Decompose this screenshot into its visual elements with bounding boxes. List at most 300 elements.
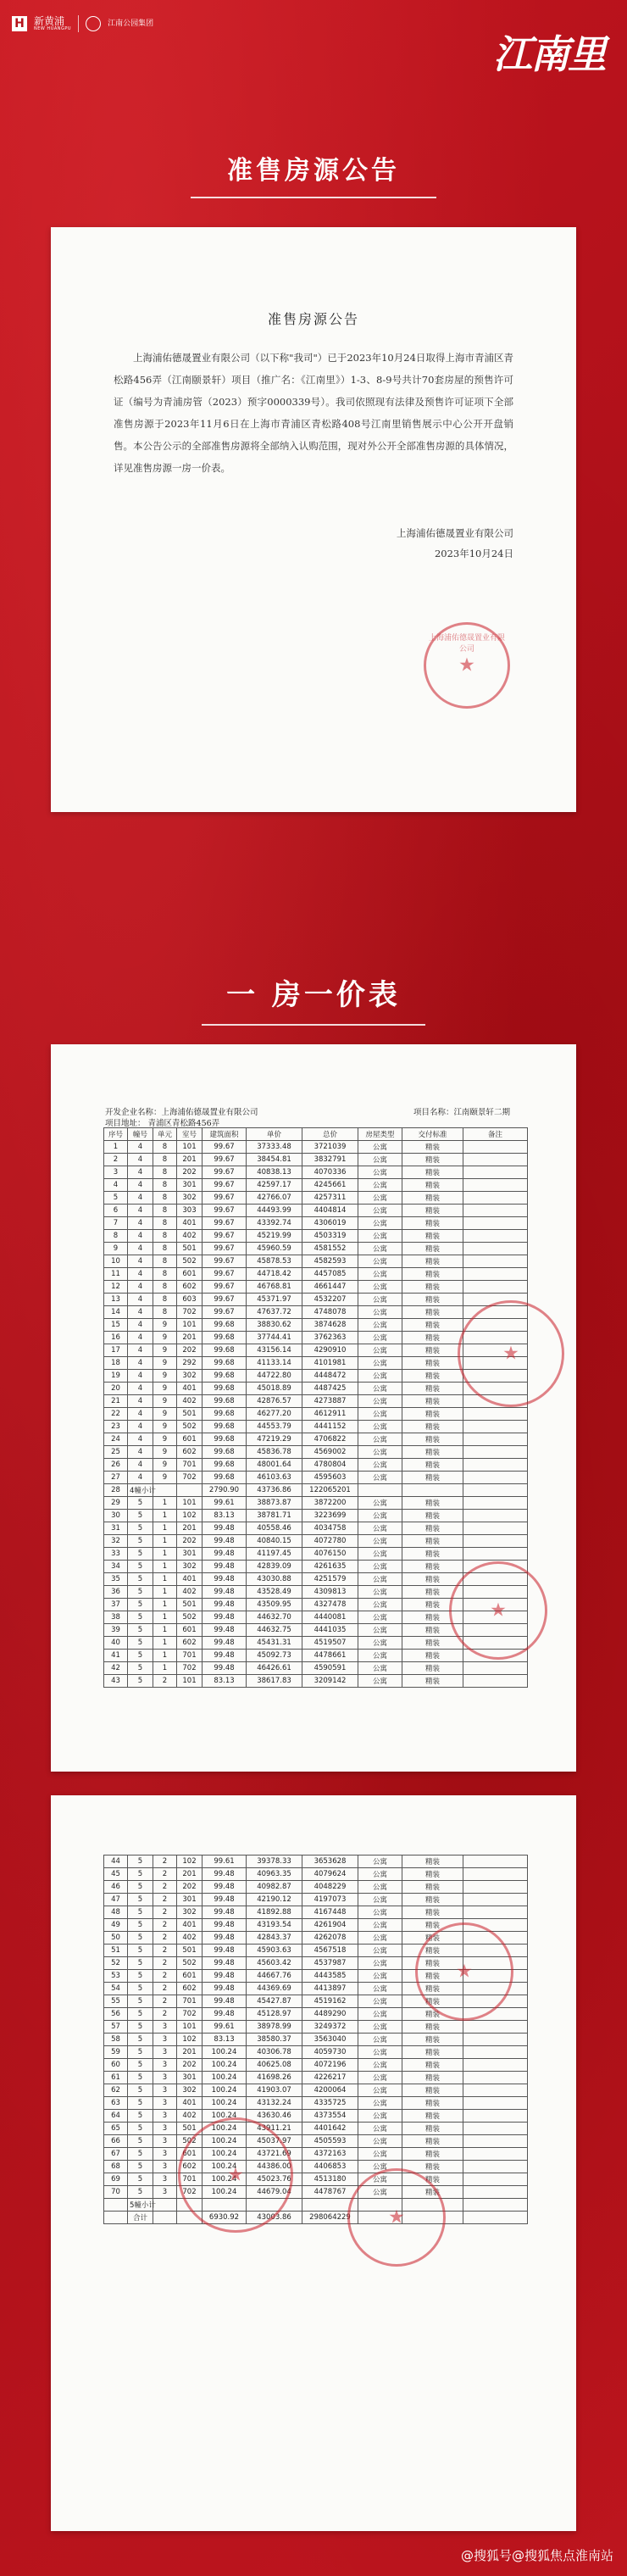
table-cell: 42	[104, 1662, 128, 1675]
table-cell: 公寓	[358, 1855, 402, 1868]
table-cell: 公寓	[358, 1932, 402, 1945]
table-cell: 公寓	[358, 1166, 402, 1179]
table-cell: 4	[128, 1332, 153, 1344]
table-cell: 201	[177, 1154, 203, 1166]
table-cell: 28	[104, 1484, 128, 1497]
table-cell: 5	[128, 1522, 153, 1535]
table-cell: 5	[128, 1995, 153, 2008]
table-cell: 43156.14	[247, 1344, 302, 1357]
table-cell: 47	[104, 1894, 128, 1906]
table-cell: 43630.46	[247, 2110, 302, 2123]
table-cell: 3	[153, 2161, 177, 2173]
table-cell: 9	[153, 1433, 177, 1446]
table-cell: 公寓	[358, 2161, 402, 2173]
table-row	[104, 1535, 528, 1548]
table-cell: 61	[104, 2072, 128, 2084]
table-cell: 602	[177, 1637, 203, 1650]
table-cell: 44679.04	[247, 2186, 302, 2199]
table-cell: 3	[153, 2034, 177, 2046]
table-cell: 4612911	[302, 1408, 358, 1421]
table-cell: 17	[104, 1344, 128, 1357]
table-cell: 公寓	[358, 1179, 402, 1192]
table-cell	[463, 1522, 528, 1535]
table-cell: 公寓	[358, 1868, 402, 1881]
table-cell: 3874628	[302, 1319, 358, 1332]
table-row	[104, 1472, 528, 1484]
table-cell: 202	[177, 1535, 203, 1548]
table-cell: 4327478	[302, 1599, 358, 1611]
table-cell: 43	[104, 1675, 128, 1688]
table-cell: 99.67	[203, 1217, 247, 1230]
table-cell: 5	[128, 2173, 153, 2186]
table-cell: 99.48	[203, 1932, 247, 1945]
table-cell: 5	[128, 2097, 153, 2110]
table-cell: 38454.81	[247, 1154, 302, 1166]
table-row	[104, 1675, 528, 1688]
table-cell: 292	[177, 1357, 203, 1370]
logo1-en: NEW HUANGPU	[34, 26, 72, 31]
table-cell: 公寓	[358, 2186, 402, 2199]
table-cell: 6	[104, 1205, 128, 1217]
table-cell	[463, 1281, 528, 1294]
table-cell: 公寓	[358, 1945, 402, 1957]
table-cell: 公寓	[358, 1370, 402, 1383]
table-cell: 5	[128, 1945, 153, 1957]
table-cell: 1	[153, 1624, 177, 1637]
table-cell: 公寓	[358, 1230, 402, 1243]
table-cell: 7	[104, 1217, 128, 1230]
table-cell: 4406853	[302, 2161, 358, 2173]
table-cell: 5	[128, 1637, 153, 1650]
table-cell: 99.48	[203, 1957, 247, 1970]
table-cell: 102	[177, 1510, 203, 1522]
table-cell: 精装	[402, 1662, 463, 1675]
table-cell: 99.48	[203, 1868, 247, 1881]
table-row	[104, 1446, 528, 1459]
table-cell: 4	[128, 1357, 153, 1370]
table-cell: 精装	[402, 2084, 463, 2097]
table-cell: 精装	[402, 2021, 463, 2034]
table-cell: 602	[177, 1446, 203, 1459]
logo1-cn: 新黄浦	[34, 15, 65, 27]
table-cell	[463, 2148, 528, 2161]
price-table-page-2	[51, 1795, 576, 2531]
table-cell: 402	[177, 1395, 203, 1408]
table-cell: 52	[104, 1957, 128, 1970]
table-cell: 4245661	[302, 1179, 358, 1192]
table-cell: 99.61	[203, 1855, 247, 1868]
table-cell: 2	[153, 2008, 177, 2021]
table-cell: 公寓	[358, 1192, 402, 1205]
table-cell: 4072780	[302, 1535, 358, 1548]
table-cell: 5	[128, 2008, 153, 2021]
table-row	[104, 1306, 528, 1319]
table-cell: 99.68	[203, 1395, 247, 1408]
table-cell: 69	[104, 2173, 128, 2186]
table-cell: 102	[177, 1855, 203, 1868]
table-cell: 401	[177, 2097, 203, 2110]
table-cell: 4	[128, 1179, 153, 1192]
table-row	[104, 1548, 528, 1561]
table-cell: 4	[128, 1217, 153, 1230]
table-cell: 2	[153, 1919, 177, 1932]
section-title-notice: 准售房源公告	[227, 156, 400, 186]
table-cell: 精装	[402, 1472, 463, 1484]
table-cell: 60	[104, 2059, 128, 2072]
table-cell: 精装	[402, 1205, 463, 1217]
table-cell: 4197073	[302, 1894, 358, 1906]
table-cell	[463, 1484, 528, 1497]
table-row	[104, 1294, 528, 1306]
table-cell: 精装	[402, 1319, 463, 1332]
table-cell	[463, 2084, 528, 2097]
table-cell: 公寓	[358, 1281, 402, 1294]
table-cell: 5	[128, 1868, 153, 1881]
table-cell: 2	[104, 1154, 128, 1166]
notice-document	[51, 227, 576, 812]
table-cell: 公寓	[358, 1599, 402, 1611]
table-cell: 66	[104, 2135, 128, 2148]
table-cell: 48001.64	[247, 1459, 302, 1472]
table-cell: 精装	[402, 1255, 463, 1268]
table-row	[104, 1650, 528, 1662]
table-cell: 38617.83	[247, 1675, 302, 1688]
table-cell: 43911.21	[247, 2123, 302, 2135]
table-cell: 43509.95	[247, 1599, 302, 1611]
table-cell: 9	[153, 1446, 177, 1459]
table-cell: 99.48	[203, 1919, 247, 1932]
table-cell: 8	[153, 1205, 177, 1217]
table-cell: 44667.76	[247, 1970, 302, 1983]
table-cell: 公寓	[358, 2059, 402, 2072]
table-cell: 精装	[402, 1868, 463, 1881]
table-cell: 1	[153, 1650, 177, 1662]
table-cell: 44718.42	[247, 1268, 302, 1281]
table-cell: 43193.54	[247, 1919, 302, 1932]
table-cell: 公寓	[358, 1510, 402, 1522]
table-cell: 45037.97	[247, 2135, 302, 2148]
table-cell: 5	[128, 1906, 153, 1919]
table-cell: 9	[153, 1459, 177, 1472]
table-cell: 精装	[402, 2135, 463, 2148]
table-cell: 44553.79	[247, 1421, 302, 1433]
table-cell	[463, 1459, 528, 1472]
table-cell: 202	[177, 1166, 203, 1179]
table-cell: 4503319	[302, 1230, 358, 1243]
table-cell: 43132.24	[247, 2097, 302, 2110]
table-cell: 202	[177, 2059, 203, 2072]
table-cell: 601	[177, 1970, 203, 1983]
table-cell: 4373554	[302, 2110, 358, 2123]
table-header-row	[104, 1128, 528, 1141]
table-cell: 101	[177, 1319, 203, 1332]
table-cell: 公寓	[358, 1561, 402, 1573]
table-cell: 63	[104, 2097, 128, 2110]
table-cell: 精装	[402, 2072, 463, 2084]
table-cell: 8	[153, 1179, 177, 1192]
table-cell: 5	[128, 1599, 153, 1611]
table-cell: 101	[177, 1141, 203, 1154]
table-cell: 4	[128, 1192, 153, 1205]
table-cell: 公寓	[358, 1586, 402, 1599]
notice-title: 准售房源公告	[267, 311, 359, 327]
table-cell	[153, 2199, 177, 2212]
table-cell: 502	[177, 1611, 203, 1624]
table-cell: 2	[153, 1675, 177, 1688]
table-cell: 4	[128, 1459, 153, 1472]
table-cell: 702	[177, 2008, 203, 2021]
table-cell: 45092.73	[247, 1650, 302, 1662]
table-cell: 402	[177, 2110, 203, 2123]
table-cell: 99.67	[203, 1243, 247, 1255]
table-cell: 100.24	[203, 2161, 247, 2173]
table-cell: 3	[153, 2046, 177, 2059]
table-cell: 精装	[402, 1141, 463, 1154]
table-cell: 4070336	[302, 1166, 358, 1179]
table-cell: 100.24	[203, 2123, 247, 2135]
table-cell: 精装	[402, 2059, 463, 2072]
table-cell	[463, 2072, 528, 2084]
table-cell: 46103.63	[247, 1472, 302, 1484]
table-cell: 9	[153, 1319, 177, 1332]
table-cell: 42597.17	[247, 1179, 302, 1192]
table-cell: 4441035	[302, 1624, 358, 1637]
table-row	[104, 1395, 528, 1408]
table-cell: 99.48	[203, 1637, 247, 1650]
table-cell: 502	[177, 1421, 203, 1433]
table-cell: 公寓	[358, 2135, 402, 2148]
table-cell: 302	[177, 1561, 203, 1573]
table-cell: 精装	[402, 2173, 463, 2186]
table-cell: 精装	[402, 1332, 463, 1344]
table-cell: 公寓	[358, 1383, 402, 1395]
table-cell: 精装	[402, 1919, 463, 1932]
table-stamp-5	[347, 2168, 446, 2267]
table-cell: 1	[153, 1573, 177, 1586]
table-row	[104, 1662, 528, 1675]
table-cell: 4	[128, 1243, 153, 1255]
table-cell: 602	[177, 1281, 203, 1294]
table-cell: 精装	[402, 1268, 463, 1281]
table-cell: 99.48	[203, 1522, 247, 1535]
table-cell: 83.13	[203, 1675, 247, 1688]
table-cell: 公寓	[358, 1243, 402, 1255]
table-cell: 精装	[402, 1421, 463, 1433]
table-cell: 402	[177, 1932, 203, 1945]
table-cell: 精装	[402, 1611, 463, 1624]
table-cell: 9	[153, 1408, 177, 1421]
table-cell: 公寓	[358, 1205, 402, 1217]
table-cell: 4581552	[302, 1243, 358, 1255]
table-cell: 100.24	[203, 2046, 247, 2059]
table-cell: 公寓	[358, 1154, 402, 1166]
table-cell: 501	[177, 1243, 203, 1255]
header-logos	[12, 15, 153, 32]
table-cell: 5	[128, 2072, 153, 2084]
table-cell: 37	[104, 1599, 128, 1611]
table-row	[104, 2097, 528, 2110]
section-title-underline	[191, 197, 436, 198]
table-cell: 1	[153, 1522, 177, 1535]
table-cell: 29	[104, 1497, 128, 1510]
table-cell: 301	[177, 1179, 203, 1192]
table-cell: 精装	[402, 1650, 463, 1662]
table-cell: 公寓	[358, 2084, 402, 2097]
table-cell: 201	[177, 1868, 203, 1881]
table-cell: 99.48	[203, 1995, 247, 2008]
table-cell: 精装	[402, 1217, 463, 1230]
table-cell: 42876.57	[247, 1395, 302, 1408]
table-cell: 99.48	[203, 1881, 247, 1894]
table-cell: 67	[104, 2148, 128, 2161]
table-cell: 45219.99	[247, 1230, 302, 1243]
table-cell: 201	[177, 1522, 203, 1535]
table-header-cell: 序号	[104, 1128, 128, 1141]
table-cell: 701	[177, 2173, 203, 2186]
table-cell: 4519507	[302, 1637, 358, 1650]
table-cell: 5	[128, 2186, 153, 2199]
table-cell: 精装	[402, 2148, 463, 2161]
table-row	[104, 1230, 528, 1243]
table-cell: 40838.13	[247, 1166, 302, 1179]
table-cell: 4	[128, 1408, 153, 1421]
table-cell: 1	[153, 1497, 177, 1510]
table-cell: 45836.78	[247, 1446, 302, 1459]
table-cell: 4	[128, 1166, 153, 1179]
table-cell: 4079624	[302, 1868, 358, 1881]
table-row	[104, 1166, 528, 1179]
table-cell: 精装	[402, 2046, 463, 2059]
table-cell: 99.67	[203, 1141, 247, 1154]
table-cell: 702	[177, 1306, 203, 1319]
table-cell: 42190.12	[247, 1894, 302, 1906]
table-cell: 4	[128, 1433, 153, 1446]
table-cell	[463, 2110, 528, 2123]
table-cell: 4076150	[302, 1548, 358, 1561]
table-cell: 精装	[402, 1281, 463, 1294]
table-cell: 3223699	[302, 1510, 358, 1522]
table-cell: 9	[104, 1243, 128, 1255]
table-cell: 公寓	[358, 2097, 402, 2110]
table-header-cell: 备注	[463, 1128, 528, 1141]
table-cell: 38830.62	[247, 1319, 302, 1332]
table-cell: 1	[153, 1535, 177, 1548]
table-cell: 合计	[128, 2212, 153, 2224]
table-cell: 41892.88	[247, 1906, 302, 1919]
table-cell: 99.67	[203, 1281, 247, 1294]
table-cell	[463, 1535, 528, 1548]
table-header-cell: 房屋类型	[358, 1128, 402, 1141]
table-cell: 5幢小计	[128, 2199, 153, 2212]
table-cell: 100.24	[203, 2110, 247, 2123]
table-cell: 5	[104, 1192, 128, 1205]
table-cell: 4251579	[302, 1573, 358, 1586]
table-row	[104, 1268, 528, 1281]
table-cell: 99.48	[203, 1599, 247, 1611]
table-cell: 41133.14	[247, 1357, 302, 1370]
table-cell: 公寓	[358, 1255, 402, 1268]
table-cell: 精装	[402, 1306, 463, 1319]
table-header-cell: 建筑面积	[203, 1128, 247, 1141]
table-cell: 5	[128, 2135, 153, 2148]
table-cell: 4401642	[302, 2123, 358, 2135]
table-cell: 公寓	[358, 1433, 402, 1446]
table-cell: 54	[104, 1983, 128, 1995]
table-cell: 公寓	[358, 1141, 402, 1154]
table-cell: 3	[153, 2084, 177, 2097]
table-cell: 4262078	[302, 1932, 358, 1945]
table-cell: 3	[153, 2097, 177, 2110]
table-cell: 99.48	[203, 1906, 247, 1919]
table-cell: 3209142	[302, 1675, 358, 1688]
table-cell: 501	[177, 1599, 203, 1611]
table-cell: 4	[128, 1306, 153, 1319]
table-cell: 99.48	[203, 1535, 247, 1548]
table-cell: 38781.71	[247, 1510, 302, 1522]
table-cell: 100.24	[203, 2097, 247, 2110]
table-row	[104, 1281, 528, 1294]
table-cell: 5	[128, 1970, 153, 1983]
table-cell	[153, 1484, 177, 1497]
table-cell: 99.68	[203, 1421, 247, 1433]
table-cell: 1	[153, 1561, 177, 1573]
table-cell: 5	[128, 1535, 153, 1548]
table-cell: 4404814	[302, 1205, 358, 1217]
table-cell: 19	[104, 1370, 128, 1383]
table-cell: 1	[153, 1662, 177, 1675]
table-cell: 精装	[402, 1166, 463, 1179]
huangpu-logo-text	[34, 16, 71, 31]
table-cell: 3721039	[302, 1141, 358, 1154]
table-cell: 4	[128, 1268, 153, 1281]
table-cell: 9	[153, 1472, 177, 1484]
table-cell: 精装	[402, 1497, 463, 1510]
table-cell: 公寓	[358, 1319, 402, 1332]
table-row	[104, 1421, 528, 1433]
table-cell: 5	[128, 1957, 153, 1970]
table-stamp-4	[178, 2117, 293, 2233]
table-cell: 2	[153, 1906, 177, 1919]
table-cell: 精装	[402, 1230, 463, 1243]
table-row	[104, 2123, 528, 2135]
table-cell: 精装	[402, 1383, 463, 1395]
table-row	[104, 1383, 528, 1395]
table-cell: 4478767	[302, 2186, 358, 2199]
table-cell: 5	[128, 1573, 153, 1586]
table-cell: 精装	[402, 1624, 463, 1637]
table-cell: 99.68	[203, 1319, 247, 1332]
developer-name: 开发企业名称：上海浦佑德晟置业有限公司	[105, 1108, 258, 1117]
project-name: 项目名称：江南颐景轩二期	[413, 1108, 511, 1117]
table-cell: 9	[153, 1332, 177, 1344]
table-cell: 公寓	[358, 1611, 402, 1624]
table-cell: 99.67	[203, 1230, 247, 1243]
table-cell: 100.24	[203, 2059, 247, 2072]
table-cell: 4	[128, 1421, 153, 1433]
table-row	[104, 1881, 528, 1894]
table-cell	[463, 1906, 528, 1919]
table-cell: 公寓	[358, 1624, 402, 1637]
table-cell: 32	[104, 1535, 128, 1548]
table-row	[104, 2021, 528, 2034]
table-cell: 9	[153, 1383, 177, 1395]
table-cell: 702	[177, 1472, 203, 1484]
table-cell	[463, 2212, 528, 2224]
table-cell: 4290910	[302, 1344, 358, 1357]
table-cell: 41698.26	[247, 2072, 302, 2084]
table-cell: 99.48	[203, 1611, 247, 1624]
table-cell: 5	[128, 1624, 153, 1637]
